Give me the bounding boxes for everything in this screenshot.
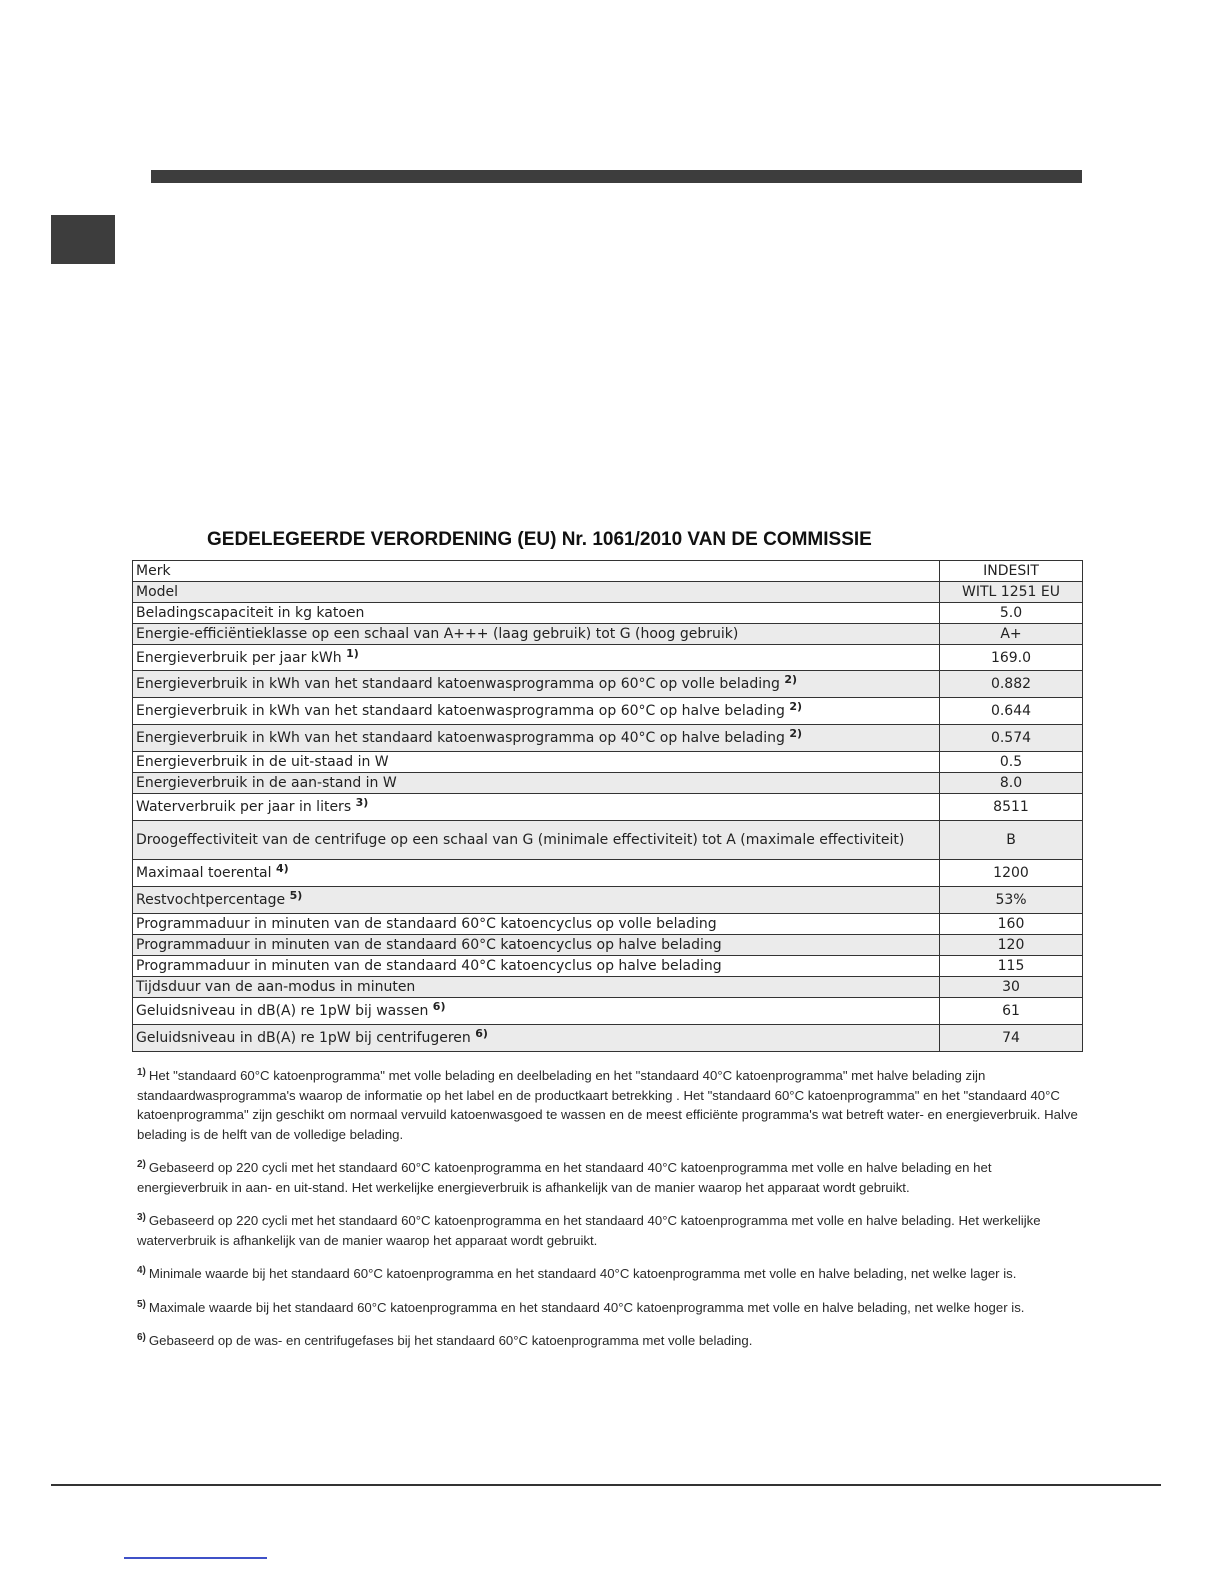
spec-value: 5.0 bbox=[940, 603, 1083, 624]
footnote bbox=[137, 1211, 1083, 1250]
spec-label-text: Tijdsduur van de aan-modus in minuten bbox=[136, 979, 416, 995]
spec-value: A+ bbox=[940, 624, 1083, 645]
spec-label-text: Droogeffectiviteit van de centrifuge op een schaal van G (minimale effectiviteit) tot A (maximale effectiviteit) bbox=[136, 832, 905, 848]
spec-label bbox=[133, 582, 940, 603]
spec-value: 120 bbox=[940, 935, 1083, 956]
spec-label bbox=[133, 752, 940, 773]
spec-label-text: Energie-efficiëntieklasse op een schaal van A+++ (laag gebruik) tot G (hoog gebruik) bbox=[136, 626, 739, 642]
table-row bbox=[133, 998, 1083, 1025]
spec-value: 61 bbox=[940, 998, 1083, 1025]
spec-label bbox=[133, 860, 940, 887]
spec-label bbox=[133, 821, 940, 860]
table-row bbox=[133, 794, 1083, 821]
spec-label-text: Energieverbruik in kWh van het standaard katoenwasprogramma op 40°C op halve belading bbox=[136, 730, 785, 746]
table-row bbox=[133, 725, 1083, 752]
spec-label-text: Energieverbruik in kWh van het standaard katoenwasprogramma op 60°C op halve belading bbox=[136, 703, 785, 719]
table-row bbox=[133, 624, 1083, 645]
header-rule bbox=[151, 170, 1082, 183]
table-row bbox=[133, 821, 1083, 860]
spec-label-text: Energieverbruik per jaar kWh bbox=[136, 649, 342, 666]
spec-value: 115 bbox=[940, 956, 1083, 977]
spec-label bbox=[133, 1025, 940, 1052]
spec-value: 169.0 bbox=[940, 645, 1083, 671]
spec-label-text: Geluidsniveau in dB(A) re 1pW bij centrifugeren bbox=[136, 1030, 471, 1046]
spec-label bbox=[133, 887, 940, 914]
table-row bbox=[133, 773, 1083, 794]
footnote-mark: 3) bbox=[137, 1212, 146, 1223]
footnote-text: Gebaseerd op de was- en centrifugefases bij het standaard 60°C katoenprogramma met volle belading. bbox=[148, 1333, 753, 1348]
spec-label bbox=[133, 956, 940, 977]
table-row bbox=[133, 582, 1083, 603]
spec-value: INDESIT bbox=[940, 561, 1083, 582]
table-row bbox=[133, 752, 1083, 773]
table-row bbox=[133, 914, 1083, 935]
footnote-mark: 6) bbox=[137, 1332, 146, 1343]
table-row bbox=[133, 603, 1083, 624]
spec-label bbox=[133, 624, 940, 645]
footnote-text: Gebaseerd op 220 cycli met het standaard 60°C katoenprogramma en het standaard 40°C katoenprogramma met volle en halve belading. Het werkelijke waterverbruik is afhankelijk van de manier waarop het apparaat wordt gebruikt. bbox=[137, 1213, 1041, 1248]
footnote-reference: 5) bbox=[289, 889, 303, 902]
table-row bbox=[133, 645, 1083, 671]
footnote-text: Gebaseerd op 220 cycli met het standaard 60°C katoenprogramma en het standaard 40°C katoenprogramma met volle en halve belading en het energieverbruik in aan- en uit-stand. Het werkelijke energieverbruik is afhankelijk van de manier waarop het apparaat wordt gebruikt. bbox=[137, 1160, 992, 1195]
footnote bbox=[137, 1298, 1083, 1318]
spec-label-text: Maximaal toerental bbox=[136, 865, 272, 881]
spec-label bbox=[133, 914, 940, 935]
table-row bbox=[133, 1025, 1083, 1052]
spec-value: 1200 bbox=[940, 860, 1083, 887]
spec-value: 0.5 bbox=[940, 752, 1083, 773]
spec-value: 74 bbox=[940, 1025, 1083, 1052]
spec-value: 8.0 bbox=[940, 773, 1083, 794]
spec-label bbox=[133, 645, 940, 671]
footnote-reference: 1) bbox=[346, 646, 359, 660]
spec-value: 160 bbox=[940, 914, 1083, 935]
spec-label bbox=[133, 671, 940, 698]
footnote bbox=[137, 1066, 1083, 1144]
spec-label-text: Waterverbruik per jaar in liters bbox=[136, 799, 352, 815]
table-row bbox=[133, 956, 1083, 977]
footnote-reference: 2) bbox=[789, 700, 802, 713]
footnote-text: Het "standaard 60°C katoenprogramma" met volle belading en deelbelading en het "standaard 40°C katoenprogramma" met halve belading zijn standaardwasprogramma's waarop de informatie op het label en de productkaart betrekking . Het "standaard 60°C katoenprogramma" en het "standaard 40°C katoenprogramma" zijn geschikt om normaal vervuild katoenwasgoed te wassen en de meest efficiënte programma's wat betreft water- en energieverbruik. Halve belading is de helft van de volledige belading. bbox=[137, 1068, 1078, 1142]
spec-label bbox=[133, 725, 940, 752]
spec-label bbox=[133, 698, 940, 725]
spec-label bbox=[133, 977, 940, 998]
footer-link-underline[interactable] bbox=[124, 1557, 267, 1559]
footer-rule bbox=[51, 1484, 1161, 1486]
spec-label-text: Energieverbruik in kWh van het standaard katoenwasprogramma op 60°C op volle belading bbox=[136, 676, 780, 692]
section-tab-marker bbox=[51, 215, 115, 264]
table-row bbox=[133, 698, 1083, 725]
regulation-title: GEDELEGEERDE VERORDENING (EU) Nr. 1061/2010 VAN DE COMMISSIE bbox=[207, 529, 872, 550]
footnote bbox=[137, 1264, 1083, 1284]
spec-label-text: Energieverbruik in de uit-staad in W bbox=[136, 754, 389, 770]
footnote-text: Maximale waarde bij het standaard 60°C katoenprogramma en het standaard 40°C katoenprogramma met volle en halve belading, net welke hoger is. bbox=[148, 1299, 1025, 1315]
spec-label bbox=[133, 773, 940, 794]
footnote-reference: 4) bbox=[275, 862, 289, 875]
spec-value: 0.882 bbox=[940, 671, 1083, 698]
spec-value: B bbox=[940, 821, 1083, 860]
footnote-mark: 4) bbox=[137, 1265, 146, 1276]
spec-value: WITL 1251 EU bbox=[940, 582, 1083, 603]
spec-label-text: Geluidsniveau in dB(A) re 1pW bij wassen bbox=[136, 1003, 429, 1019]
footnote-mark: 1) bbox=[137, 1067, 146, 1078]
footnote-mark: 2) bbox=[137, 1159, 146, 1170]
footnote bbox=[137, 1158, 1083, 1197]
spec-label bbox=[133, 561, 940, 582]
footnote bbox=[137, 1331, 1083, 1351]
table-row bbox=[133, 977, 1083, 998]
spec-label bbox=[133, 794, 940, 821]
spec-label-text: Programmaduur in minuten van de standaard 60°C katoencyclus op volle belading bbox=[136, 916, 717, 932]
footnote-reference: 6) bbox=[475, 1027, 488, 1040]
footnotes bbox=[137, 1066, 1083, 1365]
spec-label-text: Programmaduur in minuten van de standaard 60°C katoencyclus op halve belading bbox=[136, 937, 722, 953]
spec-label-text: Model bbox=[136, 584, 179, 600]
table-row bbox=[133, 561, 1083, 582]
spec-label-text: Restvochtpercentage bbox=[136, 892, 286, 908]
footnote-reference: 2) bbox=[784, 673, 797, 686]
footnote-text: Minimale waarde bij het standaard 60°C katoenprogramma en het standaard 40°C katoenprogramma met volle en halve belading, net welke lager is. bbox=[148, 1266, 1017, 1281]
spec-value: 0.574 bbox=[940, 725, 1083, 752]
footnote-reference: 3) bbox=[355, 796, 369, 809]
table-row bbox=[133, 860, 1083, 887]
table-row bbox=[133, 671, 1083, 698]
spec-label bbox=[133, 935, 940, 956]
spec-value: 30 bbox=[940, 977, 1083, 998]
spec-label-text: Programmaduur in minuten van de standaard 40°C katoencyclus op halve belading bbox=[136, 958, 722, 974]
spec-label-text: Beladingscapaciteit in kg katoen bbox=[136, 605, 365, 621]
table-row bbox=[133, 887, 1083, 914]
spec-label-text: Energieverbruik in de aan-stand in W bbox=[136, 775, 397, 791]
product-spec-table bbox=[132, 560, 1083, 1052]
spec-label-text: Merk bbox=[136, 563, 171, 579]
spec-label bbox=[133, 998, 940, 1025]
footnote-reference: 2) bbox=[789, 727, 802, 740]
spec-value: 53% bbox=[940, 887, 1083, 914]
spec-value: 8511 bbox=[940, 794, 1083, 821]
table-row bbox=[133, 935, 1083, 956]
spec-label bbox=[133, 603, 940, 624]
footnote-reference: 6) bbox=[432, 1000, 446, 1013]
footnote-mark: 5) bbox=[137, 1298, 146, 1310]
spec-value: 0.644 bbox=[940, 698, 1083, 725]
